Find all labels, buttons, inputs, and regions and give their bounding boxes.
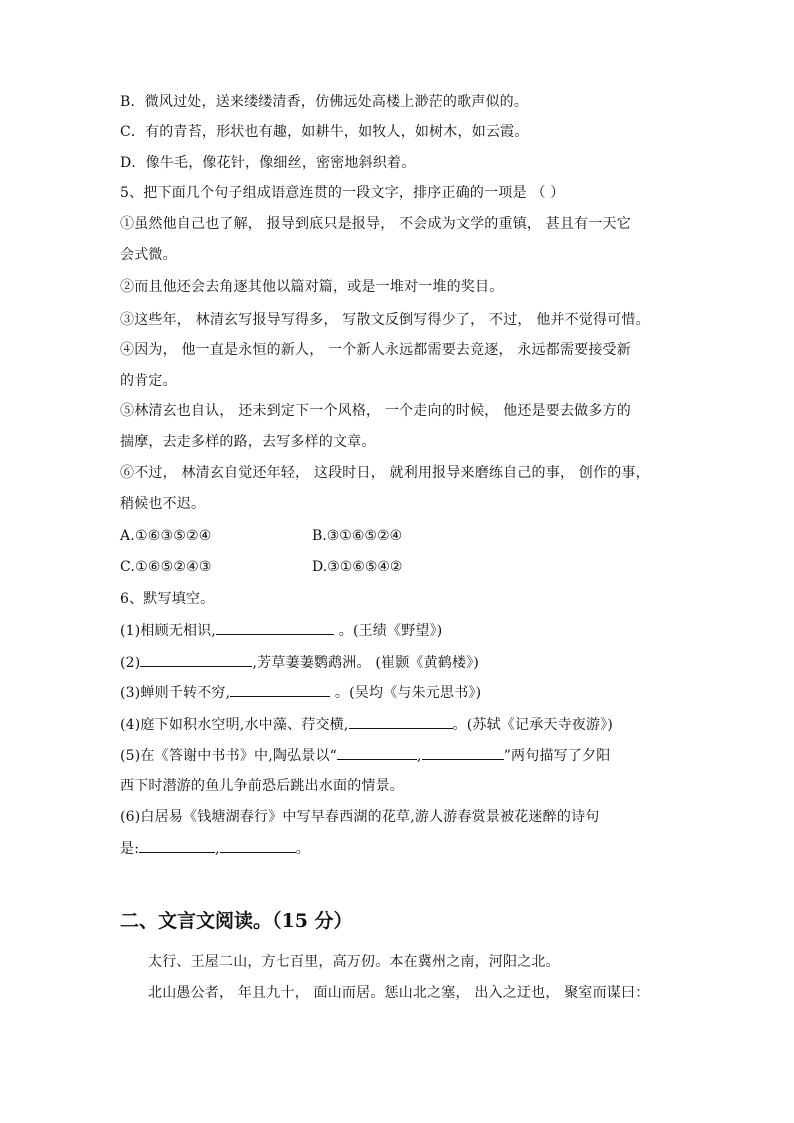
q6-item-1-blank[interactable] [216, 620, 334, 635]
q6-item-6-suffix: 。 [295, 841, 310, 857]
q6-item-2-blank[interactable] [140, 652, 252, 667]
section-2-paragraph-2: 北山愚公者， 年且九十， 面山而居。惩山北之塞， 出入之迂也， 聚室而谋曰： [148, 985, 650, 1001]
q4-option-d: D．像牛毛，像花针，像细丝，密密地斜织着。 [120, 155, 416, 171]
q6-stem: 6、默写填空。 [120, 591, 215, 607]
q6-item-6: (6)白居易《钱塘湖春行》中写早春西湖的花草,游人游春赏景被花迷醉的诗句 [120, 809, 600, 825]
q5-sentence-2: ②而且他还会去角逐其他以篇对篇，或是一堆对一堆的奖目。 [120, 279, 504, 295]
q5-sentence-5-cont: 揣摩，去走多样的路，去写多样的文章。 [120, 434, 376, 450]
q6-item-3-suffix: 。(吴均《与朱元思书》) [330, 685, 482, 701]
q6-item-1 [120, 620, 442, 641]
q6-item-6-blank-2[interactable] [220, 838, 296, 853]
q6-item-6-prefix: 是: [120, 841, 140, 857]
q6-item-1-prefix: (1)相顾无相识, [120, 623, 217, 639]
q6-item-5-blank-2[interactable] [422, 745, 504, 760]
q5-option-c: C.①⑥⑤②④③ [120, 559, 212, 575]
q6-item-6-blank-1[interactable] [139, 838, 215, 853]
q6-item-5-suffix: ”两句描写了夕阳 [503, 748, 611, 764]
q6-item-5-blank-1[interactable] [337, 745, 417, 760]
q6-item-6-answer-line [120, 838, 310, 859]
q6-item-2-suffix: ,芳草萋萋鹦鹉洲。 (崔颢《黄鹤楼》) [252, 655, 480, 671]
q5-sentence-1-cont: 会式微。 [120, 247, 177, 263]
q6-item-4-suffix: 。(苏轼《记承天寺夜游》) [452, 717, 614, 733]
section-2-heading: 二、文言文阅读。（15 分） [120, 910, 353, 932]
q6-item-4-prefix: (4)庭下如积水空明,水中藻、荇交横, [120, 717, 349, 733]
q5-option-b: B.③①⑥⑤②④ [312, 528, 403, 544]
q6-item-3-prefix: (3)蝉则千转不穷, [120, 685, 231, 701]
section-2-paragraph-1: 太行、王屋二山，方七百里，高万仞。本在冀州之南，河阳之北。 [148, 954, 560, 970]
q5-sentence-6-cont: 稍候也不迟。 [120, 496, 206, 512]
q6-item-3-blank[interactable] [230, 682, 330, 697]
q6-item-4 [120, 714, 613, 735]
q4-option-b: B．微风过处，送来缕缕清香，仿佛远处高楼上渺茫的歌声似的。 [120, 94, 529, 110]
q6-item-1-suffix: 。(王绩《野望》) [334, 623, 443, 639]
q5-sentence-1: ①虽然他自己也了解， 报导到底只是报导， 不会成为文学的重镇， 甚且有一天它 [120, 216, 631, 232]
q5-sentence-6: ⑥不过， 林清玄自觉还年轻， 这段时日， 就利用报导来磨练自己的事， 创作的事， [120, 465, 650, 481]
q5-option-d: D.③①⑥⑤④② [312, 559, 403, 575]
q5-sentence-4-cont: 的肯定。 [120, 373, 177, 389]
q6-item-5-prefix: (5)在《答谢中书书》中,陶弘景以“ [120, 748, 338, 764]
q6-item-5-separator: , [417, 748, 422, 764]
q6-item-5-cont: 西下时潜游的鱼儿争前恐后跳出水面的情景。 [120, 778, 404, 794]
q5-sentence-5: ⑤林清玄也自认， 还未到定下一个风格， 一个走向的时候， 他还是要去做多方的 [120, 403, 631, 419]
q5-sentence-4: ④因为， 他一直是永恒的新人， 一个新人永远都需要去竞逐， 永远都需要接受新 [120, 342, 631, 358]
q6-item-4-blank[interactable] [349, 714, 453, 729]
q6-item-5 [120, 745, 610, 766]
q5-stem: 5、把下面几个句子组成语意连贯的一段文字，排序正确的一项是 （ ） [120, 185, 565, 201]
q6-item-6-separator: , [215, 841, 220, 857]
q4-option-c: C．有的青苔，形状也有趣，如耕牛，如牧人，如树木，如云霞。 [120, 124, 529, 140]
q5-sentence-3: ③这些年， 林清玄写报导写得多， 写散文反倒写得少了， 不过， 他并不觉得可惜。 [120, 312, 650, 328]
q6-item-3 [120, 682, 481, 703]
q6-item-2 [120, 652, 479, 673]
q6-item-2-prefix: (2) [120, 655, 141, 671]
q5-option-a: A.①⑥③⑤②④ [120, 528, 212, 544]
